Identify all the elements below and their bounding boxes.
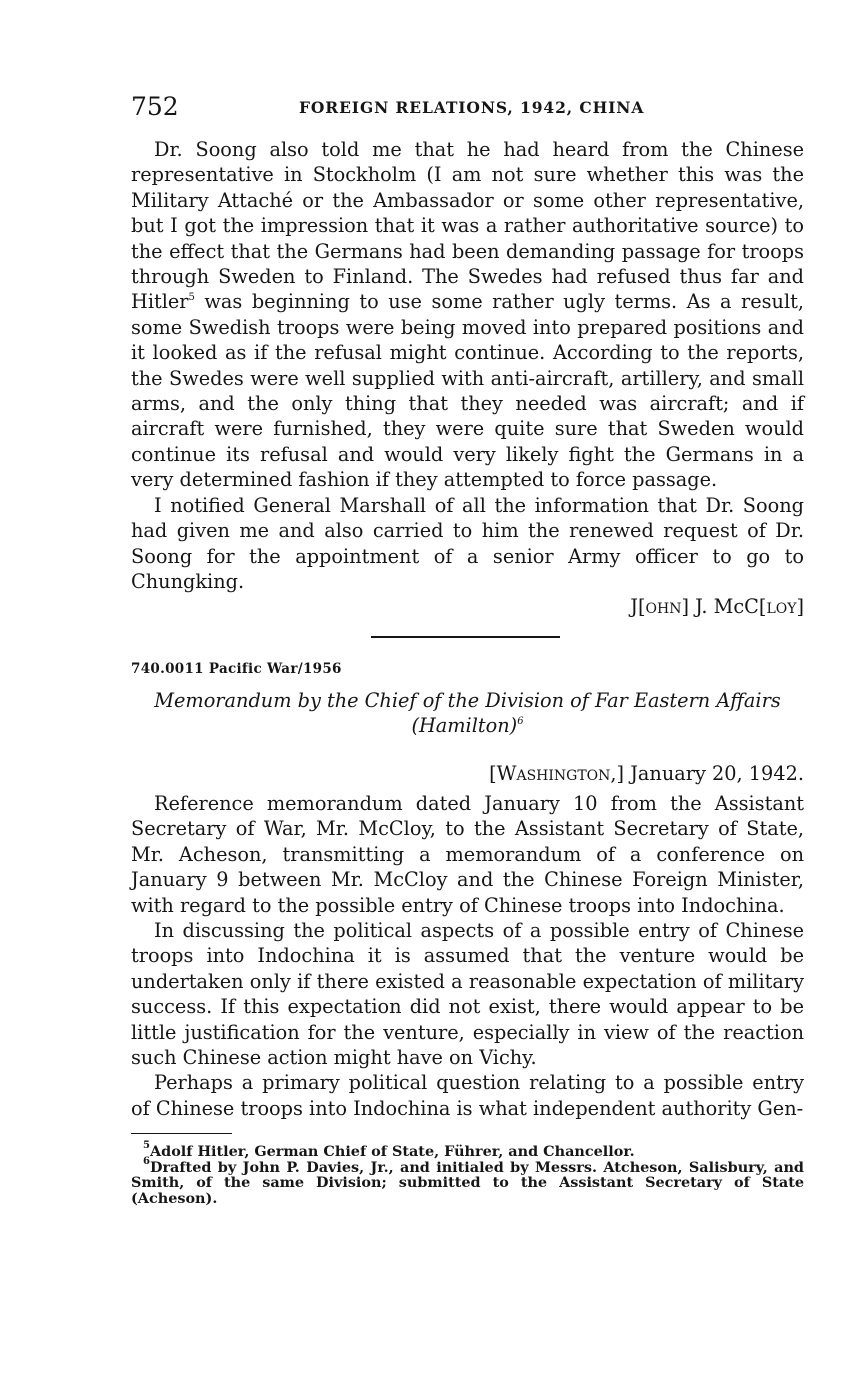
running-title: FOREIGN RELATIONS, 1942, CHINA — [299, 98, 645, 117]
footnote-text: Drafted by John P. Davies, Jr., and initialed by Messrs. Atcheson, Salisbury, and Smith, of the same Division; submitted to the Assistant Secretary of State (Acheson). — [131, 1158, 804, 1207]
memo-title-line: Memorandum by the Chief of the Division of Far Eastern Affairs — [154, 689, 781, 712]
paragraph: In discussing the political aspects of a possible entry of Chinese troops into Indochina it is assumed that the venture would be undertaken only if there existed a reasonable expectation of military success. If this expectation did not exist, there would appear to be little justification for the venture, especially in view of the reaction such Chinese action might have on Vichy. — [131, 919, 804, 1070]
paragraph — [131, 137, 804, 493]
footnote-divider — [131, 1133, 232, 1134]
memo-title — [131, 688, 804, 739]
signature: J[ohn] J. McC[loy] — [630, 595, 804, 619]
memo-body — [131, 791, 804, 1121]
paragraph: Reference memorandum dated January 10 from the Assistant Secretary of War, Mr. McCloy, to the Assistant Secretary of State, Mr. Acheson, transmitting a memorandum of a conference on January 9 between Mr. McCloy and the Chinese Foreign Minister, with regard to the possible entry of Chinese troops into Indochina. — [131, 792, 804, 917]
paragraph-text: Dr. Soong also told me that he had heard from the Chinese representative in Stockholm (I am not sure whether this was the Military Attaché or the Ambassador or some other representative, but I got the impression that it was a rather authoritative source) to the effect that the Germans had been demanding passage for troops through Sweden to Finland. The Swedes had refused thus far and Hitler — [131, 138, 804, 314]
previous-document-text — [131, 137, 804, 620]
paragraph: Perhaps a primary political question relating to a possible entry of Chinese troops into Indochina is what independent authority Gen- — [131, 1071, 804, 1120]
footnote-marker: 5 — [188, 292, 195, 304]
footnote-text: Adolf Hitler, German Chief of State, Führer, and Chancellor. — [149, 1143, 635, 1160]
footnote-marker: 5 — [143, 1140, 150, 1151]
footnote — [131, 1140, 804, 1160]
running-head — [131, 92, 804, 122]
page-number: 752 — [131, 92, 179, 121]
footnote-marker: 6 — [143, 1155, 150, 1167]
file-reference: 740.0011 Pacific War/1956 — [131, 661, 342, 677]
dateline: [Washington,] January 20, 1942. — [489, 762, 804, 785]
paragraph-text: was beginning to use some rather ugly terms. As a result, some Swedish troops were being moved into prepared positions and it looked as if the refusal might continue. According to the reports, the Swedes were well supplied with anti-aircraft, artillery, and small arms, and the only thing that they needed was aircraft; and if aircraft were furnished, they were quite sure that Sweden would continue its refusal and would very likely fight the Germans in a very determined fashion if they attempted to force passage. — [131, 290, 804, 492]
paragraph: I notified General Marshall of all the information that Dr. Soong had given me and also carried to him the renewed request of Dr. Soong for the appointment of a senior Army officer to go to Chungking. — [131, 493, 804, 593]
section-divider — [371, 636, 560, 638]
footnote-marker: 6 — [517, 716, 524, 728]
footnote — [131, 1155, 804, 1207]
footnotes — [131, 1140, 804, 1207]
memo-title-line: (Hamilton)$^6$ — [411, 714, 524, 738]
